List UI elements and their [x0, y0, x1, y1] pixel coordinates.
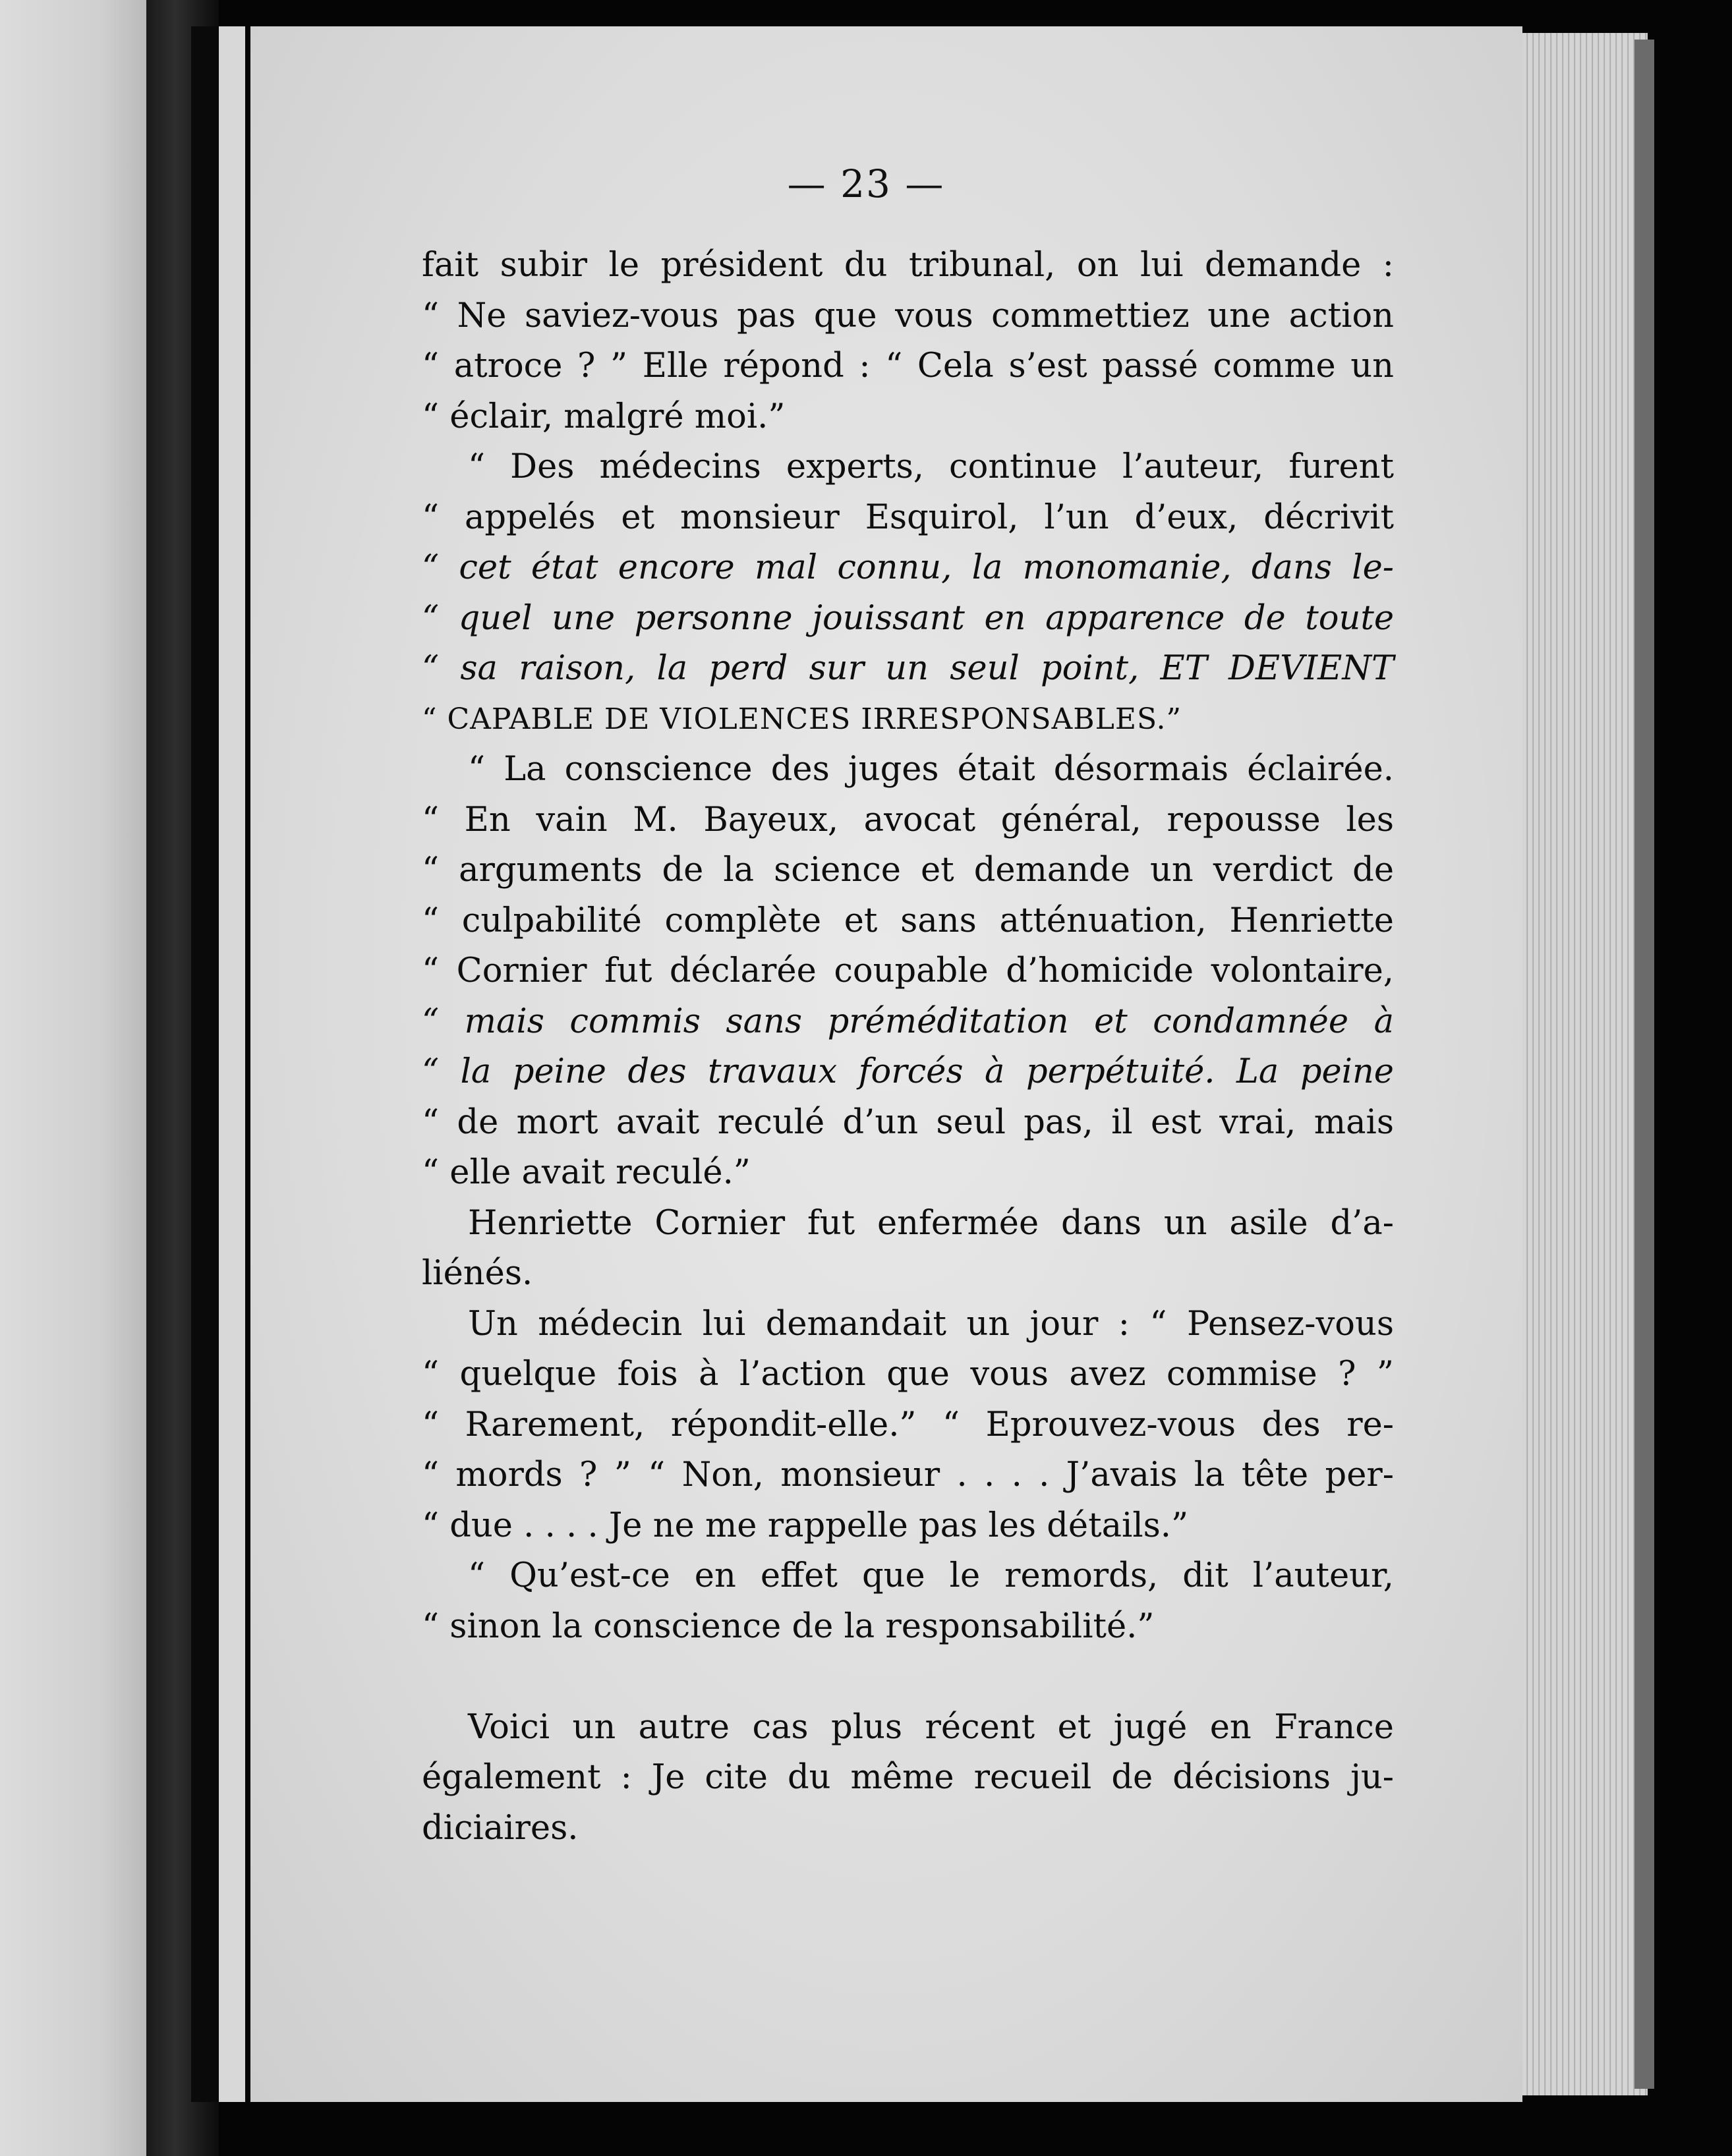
text-line: “ Des médecins experts, continue l’auteur, furent — [468, 447, 1394, 486]
text-line: Henriette Cornier fut enfermée dans un asile d’a- — [468, 1203, 1394, 1243]
text-line: diciaires. — [422, 1808, 579, 1848]
text-line: “ quelque fois à l’action que vous avez commise ? ” — [422, 1355, 1394, 1394]
page-number: — 23 — — [787, 161, 945, 206]
facing-page-edge — [0, 0, 146, 2156]
text-line: “ arguments de la science et demande un verdict de — [422, 851, 1394, 890]
text-line: liénés. — [422, 1254, 533, 1293]
text-line: “ La conscience des juges était désormais éclairée. — [468, 750, 1394, 789]
text-line: “ Ne saviez-vous pas que vous commettiez une action — [422, 296, 1394, 335]
text-line: fait subir le président du tribunal, on lui demande : — [422, 246, 1394, 285]
text-line: “ appelés et monsieur Esquirol, l’un d’eux, décrivit — [422, 497, 1394, 537]
text-line: “ due . . . . Je ne me rappelle pas les détails.” — [422, 1506, 1189, 1545]
text-line: “ cet état encore mal connu, la monomanie, dans le- — [422, 548, 1394, 587]
text-line: “ En vain M. Bayeux, avocat général, repousse les — [422, 800, 1394, 839]
gutter-dark — [191, 26, 219, 2102]
text-line: “ CAPABLE DE VIOLENCES IRRESPONSABLES.” — [422, 702, 1182, 736]
text-line: “ Cornier fut déclarée coupable d’homicide volontaire, — [422, 951, 1394, 990]
page-stack-shade — [1634, 40, 1654, 2089]
text-line: “ mais commis sans préméditation et condamnée à — [422, 1002, 1394, 1041]
gutter-strip — [219, 26, 245, 2102]
body-text — [422, 241, 1394, 1854]
text-line: “ quel une personne jouissant en apparence de toute — [422, 598, 1394, 638]
text-line: “ éclair, malgré moi.” — [422, 397, 786, 436]
text-line: Voici un autre cas plus récent et jugé en France — [468, 1707, 1394, 1747]
text-line: Un médecin lui demandait un jour : “ Pensez-vous — [468, 1304, 1394, 1344]
text-line: “ de mort avait reculé d’un seul pas, il est vrai, mais — [422, 1102, 1394, 1142]
text-line: “ sinon la conscience de la responsabilité.” — [422, 1606, 1155, 1646]
text-line: “ elle avait reculé.” — [422, 1153, 751, 1192]
text-line: “ atroce ? ” Elle répond : “ Cela s’est passé comme un — [422, 347, 1394, 385]
text-line: “ sa raison, la perd sur un seul point, ET DEVIENT — [422, 649, 1394, 688]
text-line: “ culpabilité complète et sans atténuation, Henriette — [422, 901, 1394, 940]
paragraph-gap — [422, 1652, 1394, 1703]
page-stack-edges — [1522, 33, 1648, 2095]
text-line: “ Rarement, répondit-elle.” “ Eprouvez-vous des re- — [422, 1405, 1394, 1444]
text-line: “ mords ? ” “ Non, monsieur . . . . J’avais la tête per- — [422, 1456, 1394, 1494]
text-line: également : Je cite du même recueil de décisions ju- — [422, 1758, 1394, 1797]
text-line: “ la peine des travaux forcés à perpétuité. La peine — [422, 1052, 1394, 1091]
text-line: “ Qu’est-ce en effet que le remords, dit l’auteur, — [468, 1556, 1394, 1595]
